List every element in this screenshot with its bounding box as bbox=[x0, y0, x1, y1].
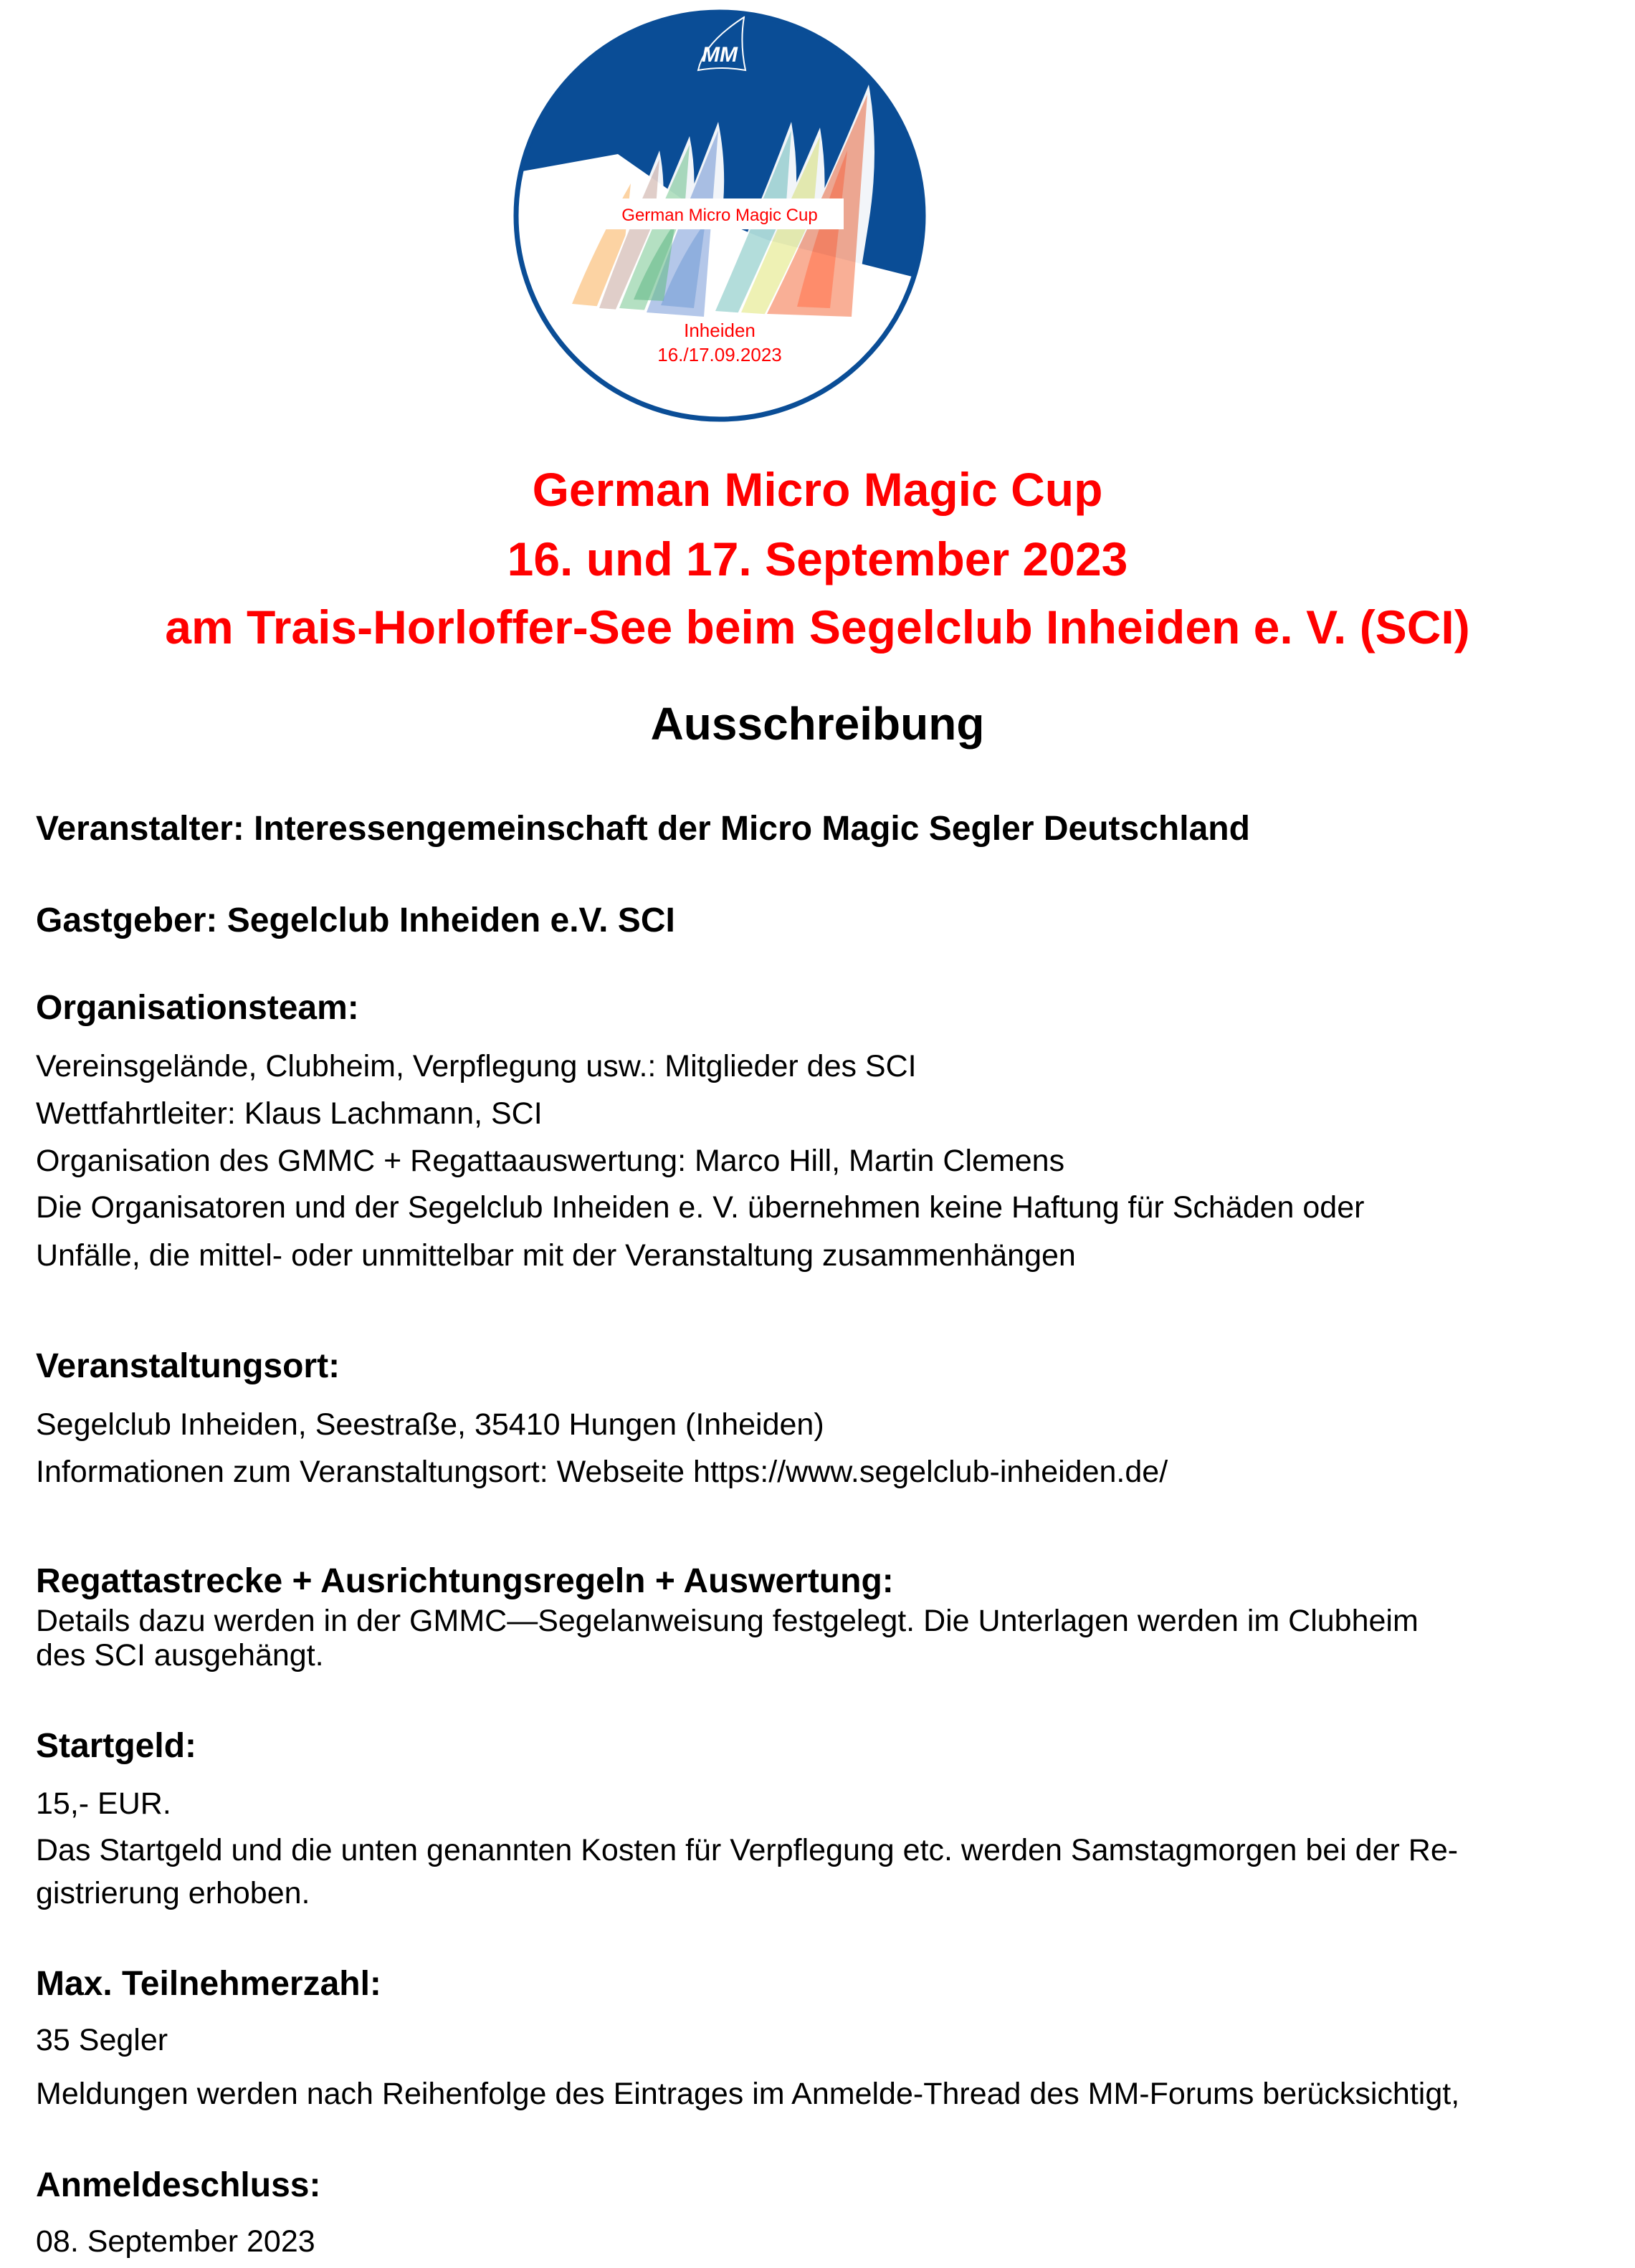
org-team-line: Unfälle, die mittel- oder unmittelbar mit der Veranstaltung zusammenhängen bbox=[36, 1238, 1076, 1273]
entry-fee-amount: 15,- EUR. bbox=[36, 1786, 171, 1821]
organizer-line: Veranstalter: Interessengemeinschaft der Micro Magic Segler Deutschland bbox=[36, 810, 1250, 848]
org-team-line: Die Organisatoren und der Segelclub Inheiden e. V. übernehmen keine Haftung für Schäden oder bbox=[36, 1190, 1365, 1225]
entry-fee-note: gistrierung erhoben. bbox=[36, 1876, 310, 1910]
max-participants-note: Meldungen werden nach Reihenfolge des Eintrages im Anmelde-Thread des MM-Forums berücksichtigt, bbox=[36, 2077, 1460, 2111]
max-participants-heading: Max. Teilnehmerzahl: bbox=[36, 1965, 381, 2003]
logo-dates: 16./17.09.2023 bbox=[657, 344, 782, 365]
regatta-heading: Regattastrecke + Ausrichtungsregeln + Auswertung: bbox=[36, 1562, 894, 1600]
venue-heading: Veranstaltungsort: bbox=[36, 1347, 340, 1385]
max-participants-count: 35 Segler bbox=[36, 2023, 168, 2057]
document-heading: Ausschreibung bbox=[650, 698, 985, 750]
event-logo bbox=[510, 7, 929, 424]
org-team-line: Organisation des GMMC + Regattaauswertung: Marco Hill, Martin Clemens bbox=[36, 1144, 1065, 1178]
entry-fee-note: Das Startgeld und die unten genannten Kosten für Verpflegung etc. werden Samstagmorgen bei der Re- bbox=[36, 1833, 1459, 1867]
logo-banner-text: German Micro Magic Cup bbox=[621, 206, 818, 225]
regatta-line: Details dazu werden in der GMMC—Segelanweisung festgelegt. Die Unterlagen werden im Clubheim bbox=[36, 1604, 1419, 1638]
entry-fee-heading: Startgeld: bbox=[36, 1727, 197, 1765]
logo-place: Inheiden bbox=[684, 320, 755, 341]
venue-address: Segelclub Inheiden, Seestraße, 35410 Hungen (Inheiden) bbox=[36, 1407, 824, 1442]
deadline-date: 08. September 2023 bbox=[36, 2224, 315, 2259]
org-team-heading: Organisationsteam: bbox=[36, 989, 359, 1027]
host-line: Gastgeber: Segelclub Inheiden e.V. SCI bbox=[36, 901, 675, 939]
regatta-line: des SCI ausgehängt. bbox=[36, 1638, 324, 1673]
title-line-2: 16. und 17. September 2023 bbox=[507, 532, 1128, 585]
org-team-line: Vereinsgelände, Clubheim, Verpflegung usw.: Mitglieder des SCI bbox=[36, 1049, 917, 1083]
org-team-line: Wettfahrtleiter: Klaus Lachmann, SCI bbox=[36, 1096, 543, 1131]
deadline-heading: Anmeldeschluss: bbox=[36, 2166, 321, 2204]
title-line-3: am Trais-Horloffer-See beim Segelclub Inheiden e. V. (SCI) bbox=[165, 601, 1470, 654]
venue-website: Informationen zum Veranstaltungsort: Webseite https://www.segelclub-inheiden.de/ bbox=[36, 1455, 1168, 1489]
title-line-1: German Micro Magic Cup bbox=[532, 463, 1103, 516]
svg-text:MM: MM bbox=[702, 43, 738, 67]
